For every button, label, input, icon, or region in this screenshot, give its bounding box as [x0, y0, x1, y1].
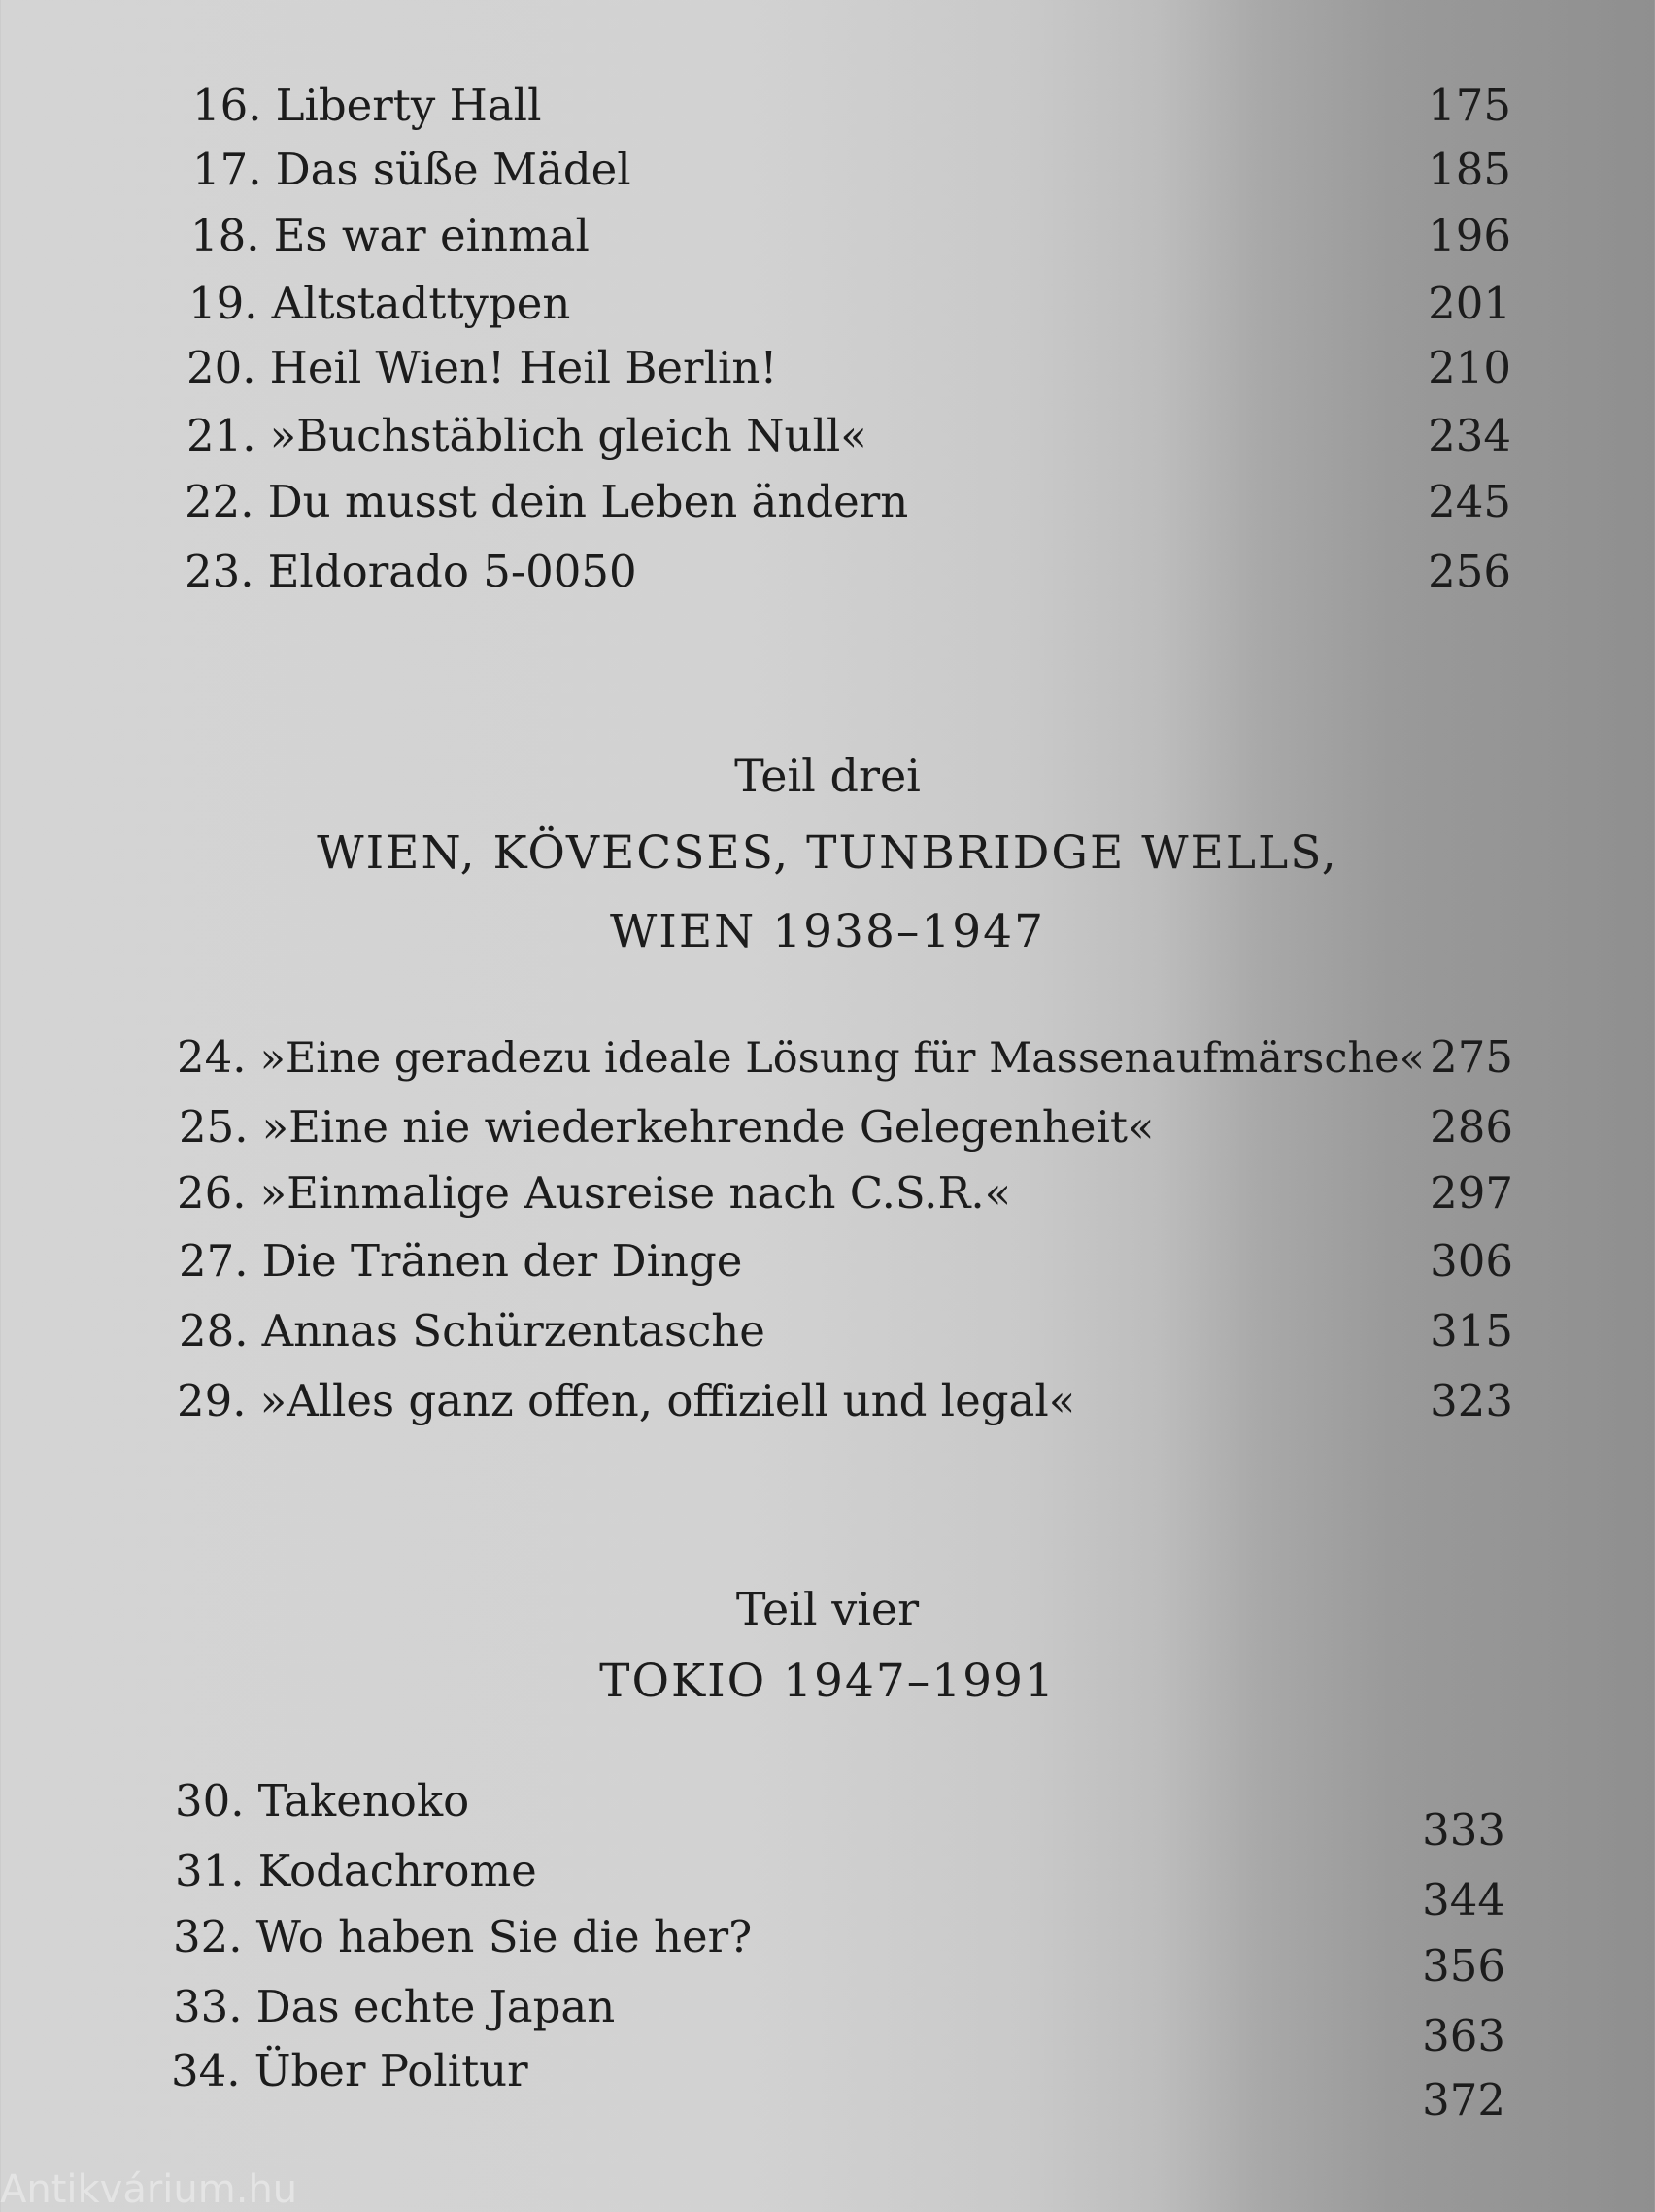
chapter-title: Du musst dein Leben ändern — [267, 476, 909, 527]
chapter-title: »Eine geradezu ideale Lösung für Massenaufmärsche« — [259, 1034, 1425, 1083]
chapter-number: 23. — [185, 546, 254, 597]
watermark: Antikvárium.hu — [0, 2167, 298, 2212]
chapter-title: Annas Schürzentasche — [261, 1305, 765, 1357]
chapter-title: Altstadttypen — [271, 278, 571, 329]
chapter-number: 20. — [186, 342, 256, 393]
page-number: 234 — [1428, 410, 1511, 461]
chapter-number: 18. — [190, 210, 260, 261]
part-title-line-1: TOKIO 1947–1991 — [599, 1655, 1056, 1708]
toc-entry — [0, 470, 1655, 534]
page-number: 315 — [1430, 1305, 1513, 1357]
toc-entry — [0, 1095, 1655, 1159]
toc-entry — [0, 1161, 1655, 1225]
toc-entry — [0, 1229, 1655, 1293]
toc-entry — [0, 1975, 1655, 2061]
page-number: 286 — [1430, 1101, 1513, 1153]
toc-entry — [0, 138, 1655, 202]
chapter-number: 27. — [179, 1235, 249, 1287]
chapter-title: »Eine nie wiederkehrende Gelegenheit« — [261, 1101, 1155, 1153]
chapter-number: 30. — [175, 1775, 245, 1827]
page-number: 333 — [1422, 1804, 1505, 1856]
chapter-number: 25. — [179, 1101, 249, 1153]
part-three-heading — [0, 742, 1655, 967]
page-number: 185 — [1428, 144, 1511, 195]
toc-entry — [0, 336, 1655, 400]
chapter-number: 33. — [173, 1981, 243, 2032]
chapter-title: »Einmalige Ausreise nach C.S.R.« — [259, 1167, 1012, 1219]
toc-entry — [0, 1299, 1655, 1363]
page-number: 323 — [1430, 1375, 1513, 1426]
chapter-title: Takenoko — [257, 1775, 470, 1827]
chapter-title: »Alles ganz offen, offiziell und legal« — [259, 1375, 1076, 1426]
toc-entry — [0, 272, 1655, 336]
toc-entry — [0, 540, 1655, 604]
part-label: Teil vier — [735, 1583, 920, 1635]
page-number: 210 — [1428, 342, 1511, 393]
page-number: 372 — [1422, 2074, 1505, 2126]
chapter-title: Über Politur — [253, 2045, 528, 2096]
page-number: 363 — [1422, 2010, 1505, 2061]
toc-entry — [0, 1769, 1655, 1856]
part-label: Teil drei — [734, 750, 921, 802]
chapter-number: 17. — [192, 144, 262, 195]
chapter-title: Das süße Mädel — [275, 144, 631, 195]
page-number: 245 — [1428, 476, 1511, 527]
chapter-number: 24. — [177, 1031, 247, 1083]
chapter-title: Kodachrome — [257, 1845, 537, 1896]
chapter-number: 19. — [188, 278, 258, 329]
page-number: 297 — [1430, 1167, 1513, 1219]
toc-entry — [0, 1025, 1655, 1089]
part-four-heading — [0, 1575, 1655, 1721]
page-number: 196 — [1428, 210, 1511, 261]
chapter-number: 21. — [186, 410, 256, 461]
toc-entry — [0, 204, 1655, 268]
chapter-title: Das echte Japan — [255, 1981, 616, 2032]
chapter-number: 28. — [179, 1305, 249, 1357]
page-number: 175 — [1428, 80, 1511, 131]
page-number: 275 — [1430, 1031, 1513, 1083]
chapter-title: Eldorado 5-0050 — [267, 546, 637, 597]
toc-entry — [0, 2039, 1655, 2126]
chapter-title: Es war einmal — [273, 210, 590, 261]
chapter-title: Liberty Hall — [275, 80, 542, 131]
chapter-number: 26. — [177, 1167, 247, 1219]
page-number: 356 — [1422, 1940, 1505, 1992]
page-number: 256 — [1428, 546, 1511, 597]
page-number: 306 — [1430, 1235, 1513, 1287]
chapter-title: Heil Wien! Heil Berlin! — [269, 342, 778, 393]
toc-entry — [0, 1905, 1655, 1992]
chapter-title: »Buchstäblich gleich Null« — [269, 410, 867, 461]
part-title-line-2: WIEN 1938–1947 — [610, 905, 1045, 958]
part-title-line-1: WIEN, KÖVECSES, TUNBRIDGE WELLS, — [317, 826, 1338, 880]
chapter-number: 16. — [192, 80, 262, 131]
toc-entry — [0, 1839, 1655, 1926]
chapter-title: Die Tränen der Dinge — [261, 1235, 743, 1287]
page-number: 344 — [1422, 1874, 1505, 1926]
chapter-number: 31. — [175, 1845, 245, 1896]
toc-entry — [0, 1369, 1655, 1433]
chapter-number: 32. — [173, 1911, 243, 1962]
chapter-number: 34. — [171, 2045, 241, 2096]
toc-entry — [0, 74, 1655, 138]
toc-entry — [0, 404, 1655, 468]
chapter-number: 29. — [177, 1375, 247, 1426]
page-number: 201 — [1428, 278, 1511, 329]
chapter-title: Wo haben Sie die her? — [255, 1911, 753, 1962]
chapter-number: 22. — [185, 476, 254, 527]
